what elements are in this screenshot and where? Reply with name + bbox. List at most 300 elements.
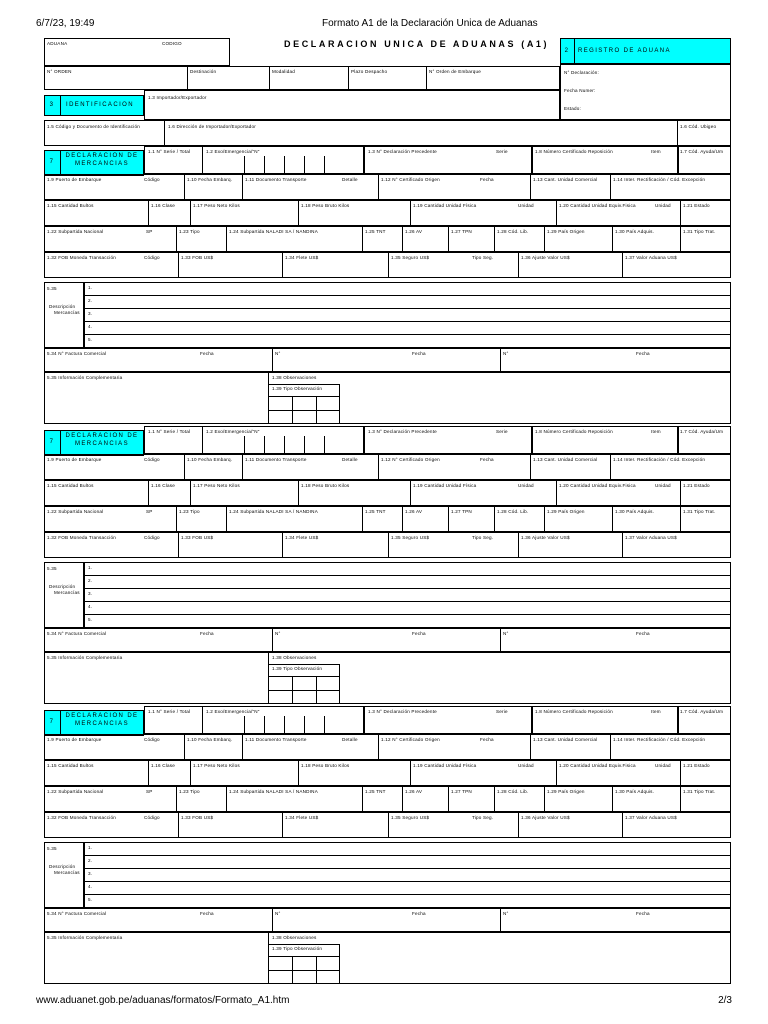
pais-adq-label: 1.30 País Adquis.: [615, 229, 655, 234]
desc-line-num: 2.: [88, 858, 93, 863]
identificacion-num: 3: [49, 102, 55, 108]
info-box[interactable]: [44, 652, 731, 704]
divider: [410, 760, 411, 786]
divider: [264, 716, 265, 734]
desc-line-num: 1.: [88, 845, 93, 850]
divider: [622, 812, 623, 838]
fecha-emb-label: 1.10 Fecha Embarq.: [187, 177, 233, 182]
divider: [610, 734, 611, 760]
fecha-f2-label: Fecha: [412, 351, 426, 356]
modalidad-label: Modalidad: [272, 69, 295, 74]
tipo-seg-label: Tipo Seg.: [472, 255, 494, 260]
print-url: www.aduanet.gob.pe/aduanas/formatos/Formato_A1.htm: [36, 995, 290, 1006]
divider: [362, 226, 363, 252]
flete-label: 1.34 Flete US$: [285, 255, 319, 260]
decl-prec-label: 1.3 N° Declaración Precedente: [368, 149, 437, 154]
decl-prec-label: 1.3 N° Declaración Precedente: [368, 709, 437, 714]
divider: [84, 868, 731, 869]
fecha-f2-label: Fecha: [412, 911, 426, 916]
registro-label: REGISTRO DE ADUANA: [578, 48, 671, 54]
divider: [176, 506, 177, 532]
fecha-f2-label: Fecha: [412, 631, 426, 636]
divider: [268, 970, 340, 971]
cod-ayuda-label: 1.7 Cód. Ayuda/Um: [680, 709, 724, 714]
divider: [244, 156, 245, 174]
divider: [610, 174, 611, 200]
factura-label: 5.34 N° Factura Comercial: [47, 351, 107, 356]
cant-bultos-label: 1.15 Cantidad Bultos: [47, 203, 94, 208]
divider: [544, 786, 545, 812]
divider: [304, 436, 305, 454]
cod-ayuda-label: 1.7 Cód. Ayuda/Um: [680, 429, 724, 434]
info-label: 5.35 Información Complementaria: [47, 935, 123, 940]
divider: [292, 676, 293, 704]
pais-adq-label: 1.30 País Adquis.: [615, 789, 655, 794]
sub-naladisa-label: 1.24 Subpartida NALADI SA / NANDINA: [229, 229, 318, 234]
divider: [518, 252, 519, 278]
decl-prec-label: 1.3 N° Declaración Precedente: [368, 429, 437, 434]
divider: [556, 200, 557, 226]
sub-nac-label: 1.22 Subpartida Nacional: [47, 789, 104, 794]
divider: [622, 252, 623, 278]
tipo-label: 1.23 Tipo: [179, 789, 200, 794]
codigo-label: Código: [144, 177, 160, 182]
tpn-label: 1.27 TPN: [451, 509, 472, 514]
tnt-label: 1.25 TNT: [365, 229, 386, 234]
divider: [378, 454, 379, 480]
divider: [84, 855, 731, 856]
divider: [84, 588, 731, 589]
divider: [500, 628, 501, 652]
codigo-label: CODIGO: [162, 41, 182, 46]
divider: [272, 908, 273, 932]
divider: [544, 226, 545, 252]
obs-label: 1.38 Observaciones: [272, 935, 317, 940]
fecha-label: Fecha: [480, 177, 494, 182]
divider: [178, 812, 179, 838]
unidad2-label: Unidad: [655, 203, 671, 208]
divider: [388, 532, 389, 558]
divider: [388, 252, 389, 278]
codigo-doc-label: 1.5 Código y Documento de Identificación: [47, 124, 141, 129]
divider: [316, 676, 317, 704]
descripcion-box[interactable]: [84, 842, 731, 908]
divider: [268, 410, 340, 411]
estado-label: Estado:: [564, 106, 581, 111]
tipo-seg-label: Tipo Seg.: [472, 535, 494, 540]
doc-trans-label: 1.11 Documento Transporte: [245, 177, 307, 182]
divider: [680, 480, 681, 506]
divider: [84, 601, 731, 602]
divider: [226, 226, 227, 252]
pais-adq-label: 1.30 País Adquis.: [615, 509, 655, 514]
peso-bruto-label: 1.18 Peso Bruto Kilos: [301, 763, 350, 768]
fecha-emb-label: 1.10 Fecha Embarq.: [187, 457, 233, 462]
divider: [612, 226, 613, 252]
sp-label: SP: [146, 229, 153, 234]
pais-origen-label: 1.29 País Origen: [547, 509, 585, 514]
unidad-label: Unidad: [518, 763, 534, 768]
info-label: 5.35 Información Complementaria: [47, 655, 123, 660]
identificacion-label: IDENTIFICACION: [66, 102, 134, 108]
tnt-label: 1.25 TNT: [365, 789, 386, 794]
cod-ubigeo-label: 1.6 Cód. Ubigeo: [680, 124, 717, 129]
detalle-label: Detalle: [342, 457, 358, 462]
divider: [282, 252, 283, 278]
estado-merc-label: 1.21 Estado: [683, 763, 710, 768]
desc-line-num: 4.: [88, 324, 93, 329]
serie2-label: Serie: [496, 149, 508, 154]
divider: [410, 200, 411, 226]
info-box[interactable]: [44, 372, 731, 424]
n-declaracion-label: N° Declaración:: [564, 70, 599, 75]
divider: [282, 812, 283, 838]
divider: [298, 200, 299, 226]
desc-num-label: 5.35: [47, 286, 57, 291]
divider: [242, 734, 243, 760]
codigo2-label: Código: [144, 255, 160, 260]
divider: [202, 426, 203, 454]
clase-label: 1.16 Clase: [151, 203, 175, 208]
clase-label: 1.16 Clase: [151, 483, 175, 488]
estado-merc-label: 1.21 Estado: [683, 203, 710, 208]
divider: [680, 786, 681, 812]
divider: [244, 716, 245, 734]
aduana-label: ADUANA: [47, 41, 68, 46]
cert-rep-label: 1.8 Número Certificado Reposición: [535, 149, 613, 154]
codigo-label: Código: [144, 737, 160, 742]
n1-label: N°: [275, 351, 281, 356]
n1-label: N°: [275, 911, 281, 916]
ajuste-label: 1.36 Ajuste Valor US$: [521, 815, 570, 820]
fecha-f3-label: Fecha: [636, 911, 650, 916]
divider: [530, 174, 531, 200]
serie-label: 1.1 N° Serie / Total: [148, 429, 191, 434]
desc-line-num: 4.: [88, 604, 93, 609]
divider: [268, 956, 340, 957]
cant-com-label: 1.13 Cant. Unidad Comercial: [533, 177, 598, 182]
divider: [148, 480, 149, 506]
factura-row: [44, 348, 731, 372]
desc-line-num: 1.: [88, 285, 93, 290]
fecha-f-label: Fecha: [200, 351, 214, 356]
tipo-seg-label: Tipo Seg.: [472, 815, 494, 820]
sub-nac-label: 1.22 Subpartida Nacional: [47, 229, 104, 234]
divider: [148, 200, 149, 226]
divider: [84, 575, 731, 576]
cant-fis-label: 1.19 Cantidad Unidad Física: [413, 203, 477, 208]
codigo2-label: Código: [144, 535, 160, 540]
divider: [556, 480, 557, 506]
tpn-label: 1.27 TPN: [451, 789, 472, 794]
divider: [316, 396, 317, 424]
ext-label: 1.2 Exo/Emergencia/"N": [206, 149, 260, 154]
cant-com-label: 1.13 Cant. Unidad Comercial: [533, 457, 598, 462]
divider: [410, 480, 411, 506]
n2-label: N°: [503, 631, 509, 636]
divider: [84, 321, 731, 322]
cant-bultos-label: 1.15 Cantidad Bultos: [47, 483, 94, 488]
print-title: Formato A1 de la Declaración Unica de Aduanas: [322, 18, 538, 29]
serie2-label: Serie: [496, 709, 508, 714]
divider: [284, 156, 285, 174]
divider: [292, 396, 293, 424]
desc-line-num: 4.: [88, 884, 93, 889]
ext-label: 1.2 Exo/Emergencia/"N": [206, 709, 260, 714]
n1-label: N°: [275, 631, 281, 636]
tipo-label: 1.23 Tipo: [179, 229, 200, 234]
tipo-trat-label: 1.31 Tipo Trat.: [683, 789, 716, 794]
divider: [556, 760, 557, 786]
cod-ayuda-label: 1.7 Cód. Ayuda/Um: [680, 149, 724, 154]
divider: [518, 812, 519, 838]
divider: [304, 716, 305, 734]
divider: [284, 716, 285, 734]
cant-bultos-label: 1.15 Cantidad Bultos: [47, 763, 94, 768]
divider: [202, 146, 203, 174]
item-label: Item: [651, 149, 661, 154]
item-label: Item: [651, 709, 661, 714]
divider: [362, 506, 363, 532]
print-datetime: 6/7/23, 19:49: [36, 18, 95, 29]
codigo-label: Código: [144, 457, 160, 462]
divider: [402, 226, 403, 252]
unidad-label: Unidad: [518, 483, 534, 488]
cant-equiv-label: 1.20 Cantidad Unidad Equiv.Fisica: [559, 203, 636, 208]
tipo-obs-label: 1.39 Tipo Observación: [272, 666, 323, 671]
divider: [610, 454, 611, 480]
fecha-emb-label: 1.10 Fecha Embarq.: [187, 737, 233, 742]
mercancias-subtitle: MERCANCIAS: [74, 161, 129, 167]
fob-moneda-label: 1.32 FOB Moneda Transacción: [47, 815, 116, 820]
cant-com-label: 1.13 Cant. Unidad Comercial: [533, 737, 598, 742]
divider: [178, 252, 179, 278]
tipo-trat-label: 1.31 Tipo Trat.: [683, 229, 716, 234]
puerto-label: 1.9 Puerto de Embarque: [47, 457, 102, 462]
cert-rep-label: 1.8 Número Certificado Reposición: [535, 709, 613, 714]
divider: [84, 894, 731, 895]
desc-line-num: 5.: [88, 337, 93, 342]
divider: [500, 908, 501, 932]
divider: [316, 956, 317, 984]
divider: [190, 200, 191, 226]
mercancias-subtitle: MERCANCIAS: [74, 441, 129, 447]
n2-label: N°: [503, 911, 509, 916]
desc-label-1: Descripción: [49, 304, 76, 309]
mercancias-subtitle: MERCANCIAS: [74, 721, 129, 727]
divider: [284, 436, 285, 454]
divider: [244, 436, 245, 454]
desc-num-label: 5.35: [47, 846, 57, 851]
divider: [268, 396, 340, 397]
divider: [362, 786, 363, 812]
inter-label: 1.14 Inter. Rectificación / Cód. Excepción: [613, 177, 706, 182]
seguro-label: 1.35 Seguro US$: [391, 535, 430, 540]
seguro-label: 1.35 Seguro US$: [391, 255, 430, 260]
mercancias-title: DECLARACION DE: [65, 153, 139, 159]
divider: [202, 706, 203, 734]
divider: [272, 628, 273, 652]
divider: [84, 295, 731, 296]
cert-rep-label: 1.8 Número Certificado Reposición: [535, 429, 613, 434]
destinacion-label: Destinación: [190, 69, 217, 74]
info-label: 5.35 Información Complementaria: [47, 375, 123, 380]
mercancias-title: DECLARACION DE: [65, 433, 139, 439]
divider: [402, 786, 403, 812]
fecha-f-label: Fecha: [200, 911, 214, 916]
divider: [448, 786, 449, 812]
divider: [292, 956, 293, 984]
obs-label: 1.38 Observaciones: [272, 375, 317, 380]
flete-label: 1.34 Flete US$: [285, 815, 319, 820]
descripcion-box[interactable]: [84, 562, 731, 628]
desc-line-num: 3.: [88, 871, 93, 876]
doc-trans-label: 1.11 Documento Transporte: [245, 737, 307, 742]
desc-line-num: 1.: [88, 565, 93, 570]
ext-label: 1.2 Exo/Emergencia/"N": [206, 429, 260, 434]
estado-merc-label: 1.21 Estado: [683, 483, 710, 488]
peso-neto-label: 1.17 Peso Neto Kilos: [193, 763, 240, 768]
sub-nac-label: 1.22 Subpartida Nacional: [47, 509, 104, 514]
divider: [530, 454, 531, 480]
fecha-f3-label: Fecha: [636, 351, 650, 356]
divider: [518, 532, 519, 558]
divider: [190, 760, 191, 786]
peso-bruto-label: 1.18 Peso Bruto Kilos: [301, 203, 350, 208]
seguro-label: 1.35 Seguro US$: [391, 815, 430, 820]
sp-label: SP: [146, 789, 153, 794]
tipo-obs-label: 1.39 Tipo Observación: [272, 386, 323, 391]
divider: [324, 436, 325, 454]
pais-origen-label: 1.29 País Origen: [547, 229, 585, 234]
desc-label-2: Mercancías: [54, 310, 80, 315]
fecha-f-label: Fecha: [200, 631, 214, 636]
cert-orig-label: 1.12 N° Certificado Origen: [381, 737, 440, 742]
item-label: Item: [651, 429, 661, 434]
doc-trans-label: 1.11 Documento Transporte: [245, 457, 307, 462]
divider: [184, 734, 185, 760]
divider: [612, 786, 613, 812]
divider: [282, 532, 283, 558]
factura-label: 5.34 N° Factura Comercial: [47, 911, 107, 916]
divider: [680, 226, 681, 252]
divider: [494, 786, 495, 812]
cert-orig-label: 1.12 N° Certificado Origen: [381, 177, 440, 182]
fecha-label: Fecha: [480, 457, 494, 462]
divider: [268, 676, 340, 677]
divider: [680, 506, 681, 532]
divider: [264, 156, 265, 174]
desc-label-2: Mercancías: [54, 590, 80, 595]
mercancias-num: 7: [49, 719, 55, 725]
divider: [448, 506, 449, 532]
fecha-numer-label: Fecha Numer:: [564, 88, 596, 93]
divider: [190, 480, 191, 506]
divider: [544, 506, 545, 532]
divider: [448, 226, 449, 252]
cert-orig-label: 1.12 N° Certificado Origen: [381, 457, 440, 462]
ajuste-label: 1.36 Ajuste Valor US$: [521, 535, 570, 540]
divider: [176, 226, 177, 252]
divider: [84, 881, 731, 882]
ad-val-label: 1.26 AV: [405, 229, 423, 234]
divider: [226, 506, 227, 532]
divider: [264, 436, 265, 454]
desc-line-num: 3.: [88, 591, 93, 596]
divider: [680, 200, 681, 226]
peso-neto-label: 1.17 Peso Neto Kilos: [193, 483, 240, 488]
flete-label: 1.34 Flete US$: [285, 535, 319, 540]
divider: [176, 786, 177, 812]
cant-fis-label: 1.19 Cantidad Unidad Física: [413, 483, 477, 488]
serie-label: 1.1 N° Serie / Total: [148, 149, 191, 154]
cod-lib-label: 1.28 Cód. Lib.: [497, 229, 529, 234]
sub-naladisa-label: 1.24 Subpartida NALADI SA / NANDINA: [229, 789, 318, 794]
inter-label: 1.14 Inter. Rectificación / Cód. Excepción: [613, 457, 706, 462]
fob-usd-label: 1.33 FOB US$: [181, 535, 214, 540]
clase-label: 1.16 Clase: [151, 763, 175, 768]
divider: [148, 760, 149, 786]
valor-aduana-label: 1.37 Valor Aduana US$: [625, 815, 677, 820]
divider: [530, 734, 531, 760]
fecha-label: Fecha: [480, 737, 494, 742]
orden-row: [44, 66, 560, 90]
divider: [184, 174, 185, 200]
desc-label-1: Descripción: [49, 864, 76, 869]
divider: [60, 150, 61, 176]
divider: [388, 812, 389, 838]
divider: [324, 156, 325, 174]
cod-lib-label: 1.28 Cód. Lib.: [497, 509, 529, 514]
ad-val-label: 1.26 AV: [405, 509, 423, 514]
divider: [84, 334, 731, 335]
tnt-label: 1.25 TNT: [365, 509, 386, 514]
pais-origen-label: 1.29 País Origen: [547, 789, 585, 794]
mercancias-num: 7: [49, 159, 55, 165]
detalle-label: Detalle: [342, 737, 358, 742]
peso-bruto-label: 1.18 Peso Bruto Kilos: [301, 483, 350, 488]
plazo-label: Plazo Despacho: [351, 69, 388, 74]
codigo2-label: Código: [144, 815, 160, 820]
serie2-label: Serie: [496, 429, 508, 434]
puerto-label: 1.9 Puerto de Embarque: [47, 177, 102, 182]
info-box[interactable]: [44, 932, 731, 984]
divider: [178, 532, 179, 558]
aduana-box[interactable]: [44, 38, 230, 66]
divider: [324, 716, 325, 734]
divider: [680, 760, 681, 786]
divider: [272, 348, 273, 372]
valor-aduana-label: 1.37 Valor Aduana US$: [625, 535, 677, 540]
ad-val-label: 1.26 AV: [405, 789, 423, 794]
divider: [378, 174, 379, 200]
desc-line-num: 2.: [88, 298, 93, 303]
n2-label: N°: [503, 351, 509, 356]
fob-moneda-label: 1.32 FOB Moneda Transacción: [47, 255, 116, 260]
mercancias-num: 7: [49, 439, 55, 445]
importador-label: 1.3 Importador/Exportador: [148, 95, 207, 100]
desc-line-num: 2.: [88, 578, 93, 583]
desc-line-num: 5.: [88, 617, 93, 622]
divider: [378, 734, 379, 760]
serie-label: 1.1 N° Serie / Total: [148, 709, 191, 714]
divider: [268, 690, 340, 691]
descripcion-box[interactable]: [84, 282, 731, 348]
fecha-f3-label: Fecha: [636, 631, 650, 636]
divider: [184, 454, 185, 480]
divider: [304, 156, 305, 174]
direccion-label: 1.6 Dirección de Importador/Exportador: [168, 124, 257, 129]
